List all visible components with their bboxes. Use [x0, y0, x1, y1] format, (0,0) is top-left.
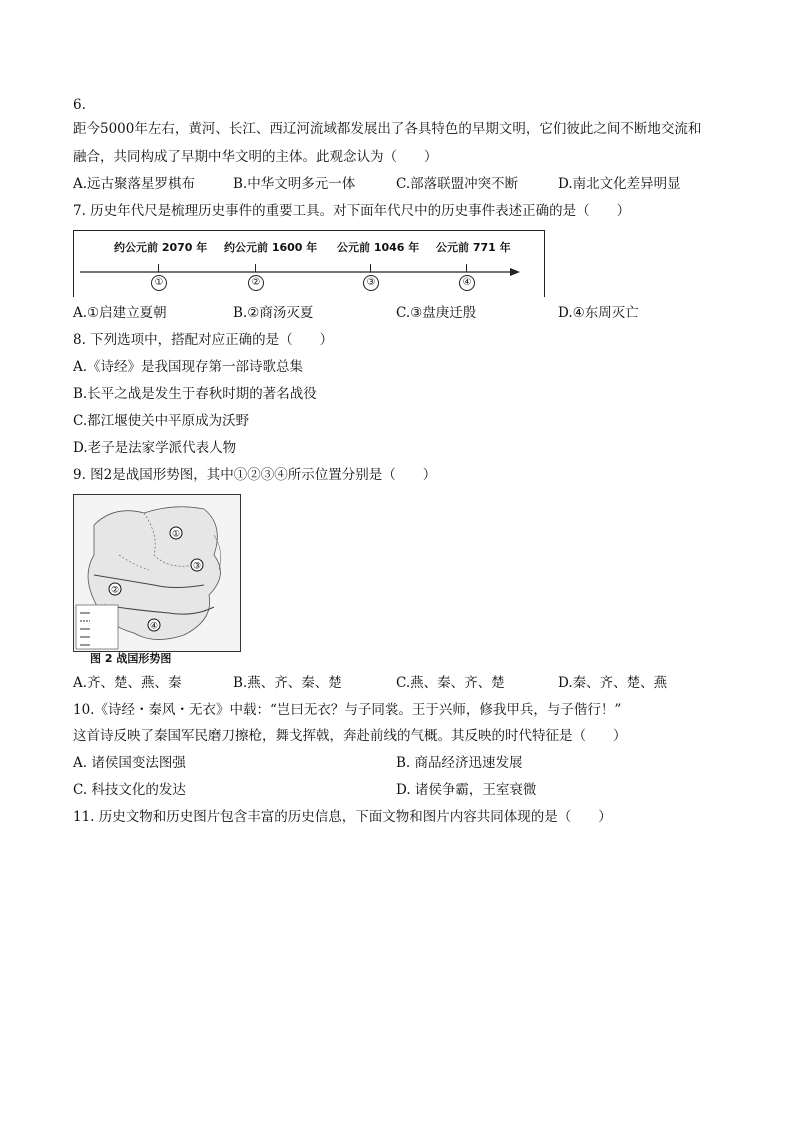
q6-number: 6. — [73, 97, 86, 113]
map-marker-1: ① — [171, 529, 181, 540]
q7-option-a: A.①启建立夏朝 — [73, 305, 167, 321]
map-marker-2: ② — [110, 585, 120, 596]
map-marker-3: ③ — [192, 561, 202, 572]
q6-option-c: C.部落联盟冲突不断 — [396, 176, 519, 192]
timeline-ruler — [73, 230, 545, 297]
map-marker-4: ④ — [149, 621, 159, 632]
q7-option-b: B.②商汤灭夏 — [233, 305, 314, 321]
q10-option-b: B. 商品经济迅速发展 — [396, 755, 523, 771]
timeline-label-1: 约公元前 2070 年 — [114, 241, 208, 254]
q10-stem-line2: 这首诗反映了秦国军民磨刀擦枪，舞戈挥戟，奔赴前线的气概。其反映的时代特征是（ ） — [73, 728, 627, 744]
q9-option-c: C.燕、秦、齐、楚 — [396, 675, 505, 691]
q7-option-d: D.④东周灭亡 — [558, 305, 639, 321]
q9-option-b: B.燕、齐、秦、楚 — [233, 675, 342, 691]
timeline-marker-2: ② — [248, 275, 264, 291]
q8-stem: 8. 下列选项中，搭配对应正确的是（ ） — [73, 332, 334, 348]
map-caption: 图 2 战国形势图 — [90, 652, 172, 665]
q6-stem-line2: 融合，共同构成了早期中华文明的主体。此观念认为（ ） — [73, 149, 438, 165]
q8-option-c: C.都江堰使关中平原成为沃野 — [73, 413, 250, 429]
q9-option-a: A.齐、楚、燕、秦 — [73, 675, 182, 691]
timeline-tick-1 — [158, 264, 159, 272]
timeline-label-4: 公元前 771 年 — [436, 241, 511, 254]
q8-option-a: A.《诗经》是我国现存第一部诗歌总集 — [73, 359, 304, 375]
q10-option-a: A. 诸侯国变法图强 — [73, 755, 186, 771]
timeline-marker-3: ③ — [363, 275, 379, 291]
q7-option-c: C.③盘庚迁殷 — [396, 305, 477, 321]
timeline-tick-3 — [370, 264, 371, 272]
q8-option-b: B.长平之战是发生于春秋时期的著名战役 — [73, 386, 317, 402]
timeline-marker-1: ① — [151, 275, 167, 291]
q6-option-b: B.中华文明多元一体 — [233, 176, 356, 192]
map-drawing — [74, 495, 240, 651]
timeline-label-2: 约公元前 1600 年 — [224, 241, 318, 254]
warring-states-map — [73, 494, 241, 652]
q9-option-d: D.秦、齐、楚、燕 — [558, 675, 668, 691]
timeline-tick-4 — [466, 264, 467, 272]
timeline-label-3: 公元前 1046 年 — [337, 241, 420, 254]
q10-stem-line1: 10.《诗经・秦风・无衣》中载：“岂曰无衣？与子同裳。王于兴师，修我甲兵，与子偕行！” — [73, 702, 622, 718]
q6-stem-line1: 距今5000年左右，黄河、长江、西辽河流域都发展出了各具特色的早期文明，它们彼此之间不断地交流和 — [73, 121, 702, 137]
q10-option-c: C. 科技文化的发达 — [73, 782, 186, 798]
timeline-marker-4: ④ — [459, 275, 475, 291]
q10-option-d: D. 诸侯争霸，王室衰微 — [396, 782, 537, 798]
q6-option-d: D.南北文化差异明显 — [558, 176, 681, 192]
q8-option-d: D.老子是法家学派代表人物 — [73, 440, 237, 456]
timeline-tick-2 — [255, 264, 256, 272]
q7-stem: 7. 历史年代尺是梳理历史事件的重要工具。对下面年代尺中的历史事件表述正确的是（ ） — [73, 203, 631, 219]
q9-stem: 9. 图2是战国形势图，其中①②③④所示位置分别是（ ） — [73, 467, 437, 483]
q11-stem: 11. 历史文物和历史图片包含丰富的历史信息，下面文物和图片内容共同体现的是（ ） — [73, 809, 612, 825]
q6-option-a: A.远古聚落星罗棋布 — [73, 176, 196, 192]
